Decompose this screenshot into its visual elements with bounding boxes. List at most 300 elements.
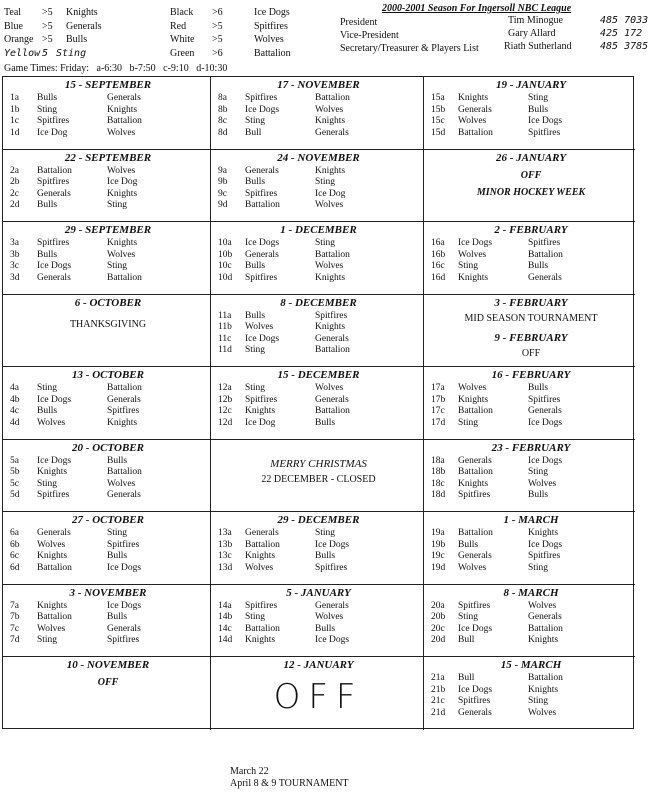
week-cell [424,657,635,730]
game-row [10,612,206,624]
game-id: 11c [218,333,232,344]
game-id: 17d [431,417,446,428]
away-team: Wolves [315,383,344,393]
week-cell [211,657,424,730]
game-id: 6b [10,539,20,550]
home-team: Battalion [37,562,72,573]
home-team: Ice Dogs [37,394,72,405]
game-row [431,105,631,117]
game-row [431,490,631,502]
home-team: Generals [37,528,71,538]
game-row [218,116,419,128]
game-row [218,93,419,105]
week-title: 24 - NOVEMBER [277,151,360,164]
week-title: 8 - DECEMBER [280,296,357,309]
legend-right [170,6,291,60]
game-row [218,238,419,250]
game-row [218,200,419,212]
game-row [431,128,631,140]
game-row [10,250,206,262]
game-row [218,383,419,395]
game-id: 14b [218,612,233,622]
week-cell [211,440,424,513]
game-id: 8c [218,116,227,126]
game-id: 20b [431,612,446,622]
week-note: MID SEASON TOURNAMENT [464,312,598,324]
game-id: 15b [431,104,446,115]
game-id: 5b [10,467,20,477]
away-team: Wolves [107,249,136,260]
home-team: Ice Dog [37,127,68,138]
week-title: 22 - SEPTEMBER [64,151,152,164]
away-team: Bulls [528,104,549,115]
officer-roles [340,16,479,55]
home-team: Spitfires [458,600,491,611]
home-team: Sting [37,104,58,115]
handwritten-off: OFF [273,677,364,717]
schedule-grid [2,76,634,729]
game-id: 13d [218,562,233,573]
game-id: 2a [10,165,19,176]
away-team: Generals [315,333,349,344]
week-title: 5 - JANUARY [286,586,351,599]
home-team: Sting [458,612,479,622]
week-title: 15 - MARCH [500,659,562,671]
away-team: Generals [315,394,349,405]
season-title: 2000-2001 Season For Ingersoll NBC League [382,3,572,14]
game-id: 20d [431,635,446,645]
home-team: Bulls [458,539,479,550]
week-cell [424,295,635,368]
game-id: 19b [431,539,446,550]
game-id: 17c [431,406,445,416]
home-team: Ice Dogs [245,104,280,115]
home-team: Ice Dogs [245,238,280,248]
game-id: 2b [10,177,20,187]
game-row [218,418,419,430]
away-team: Battalion [107,272,142,283]
game-row [218,406,419,418]
game-row [218,528,419,540]
game-id: 7d [10,635,20,645]
away-team: Sting [528,562,549,573]
away-team: Generals [528,272,562,283]
game-id: 2d [10,200,20,210]
game-row [218,551,419,563]
game-row [10,563,206,575]
week-cell [424,585,635,658]
away-team: Battalion [528,673,563,683]
away-team: Bulls [528,383,549,393]
away-team: Sting [107,528,128,538]
game-row [10,395,206,407]
home-team: Battalion [37,165,72,176]
game-row [10,166,206,178]
home-team: Bull [458,635,475,645]
game-id: 6a [10,528,19,538]
game-id: 20c [431,623,445,634]
away-team: Ice Dogs [315,635,350,645]
game-id: 12a [218,383,232,393]
game-id: 21c [431,696,445,706]
away-team: Ice Dogs [528,417,563,428]
game-row [218,601,419,613]
legend-row-yellow: Yellow 5 Sting [4,47,87,59]
game-id: 4c [10,406,19,416]
role-secretary: Secretary/Treasurer & Players List [340,43,479,54]
game-row [218,345,419,357]
away-team: Wolves [107,478,136,489]
game-row [218,334,419,346]
week-title: 8 - MARCH [503,586,559,599]
game-row [431,479,631,491]
game-id: 19a [431,528,445,538]
away-team: Wolves [107,165,136,176]
game-times: Game Times: Friday: a-6:30 b-7:50 c-9:10 d-10:30 [4,63,228,74]
game-id: 7b [10,612,20,622]
game-row [10,93,206,105]
week-title: 29 - DECEMBER [277,514,360,526]
game-id: 7a [10,600,19,611]
home-team: Bulls [37,406,58,416]
away-team: Bulls [315,417,336,428]
role-vice-president: Vice-President [340,30,399,41]
week-cell [211,512,424,585]
away-team: Sting [315,238,336,248]
week-cell [424,367,635,440]
game-row [431,250,631,262]
home-team: Ice Dog [245,417,276,428]
game-id: 18c [431,478,445,489]
away-team: Ice Dogs [528,116,563,126]
footer-line-1: March 22 [230,766,269,777]
away-team: Battalion [315,249,350,260]
week-title: 26 - JANUARY [495,151,567,164]
away-team: Ice Dogs [107,562,142,573]
game-row [10,406,206,418]
game-id: 12c [218,406,232,416]
week-cell [3,440,211,513]
home-team: Spitfires [245,600,278,611]
game-row [10,238,206,250]
away-team: Bulls [315,551,336,561]
home-team: Bulls [245,261,266,271]
game-row [431,685,631,697]
home-team: Spitfires [458,490,491,500]
home-team: Knights [458,478,489,489]
away-team: Ice Dog [107,177,138,187]
week-cell [211,150,424,223]
week-title: 16 - FEBRUARY [491,369,571,381]
game-row [431,406,631,418]
home-team: Wolves [37,539,66,550]
home-team: Wolves [458,116,487,126]
game-id: 12b [218,394,233,405]
away-team: Bulls [528,261,549,271]
game-id: 14d [218,635,233,645]
week-cell [211,367,424,440]
away-team: Sting [107,261,128,271]
game-id: 9c [218,188,227,199]
week-title: 1 - MARCH [503,514,559,526]
game-id: 1d [10,127,20,138]
game-id: 4a [10,383,19,393]
week-title: 13 - OCTOBER [72,369,144,381]
away-team: Battalion [315,345,350,355]
home-team: Battalion [245,539,280,550]
game-id: 17a [431,383,445,393]
away-team: Wolves [528,478,557,489]
week-title: MERRY CHRISTMAS [270,457,367,470]
away-team: Generals [315,127,349,138]
game-row [10,528,206,540]
home-team: Ice Dogs [37,455,72,466]
legend-row-orange: Orange >5 Bulls [4,34,88,45]
home-team: Wolves [245,562,274,573]
game-row [10,635,206,647]
game-row [431,528,631,540]
game-row [431,708,631,720]
away-team: Sting [315,177,336,187]
game-row [10,540,206,552]
home-team: Bulls [245,177,266,187]
home-team: Knights [37,600,68,611]
game-id: 16d [431,272,446,283]
legend-left [4,6,102,60]
week-title: 3 - FEBRUARY [494,296,568,309]
home-team: Knights [245,551,276,561]
game-row [218,612,419,624]
game-row [431,612,631,624]
game-row [431,696,631,708]
away-team: Wolves [315,104,344,115]
game-id: 5c [10,478,19,489]
game-row [218,540,419,552]
away-team: Ice Dogs [107,600,142,611]
week-title: 17 - NOVEMBER [277,79,360,91]
game-row [431,563,631,575]
home-team: Generals [458,104,492,115]
away-team: Battalion [107,116,142,126]
game-id: 9a [218,165,227,176]
game-row [431,418,631,430]
week-note: THANKSGIVING [69,318,147,330]
game-row [10,128,206,140]
game-id: 16b [431,249,446,260]
home-team: Generals [458,707,492,718]
game-id: 14c [218,623,232,634]
away-team: Wolves [315,261,344,271]
away-team: Sting [528,93,549,103]
week-cell [3,295,211,368]
home-team: Bulls [37,93,58,103]
game-row [218,322,419,334]
game-row [10,383,206,395]
away-team: Bulls [315,623,336,634]
game-id: 12d [218,417,233,428]
home-team: Bulls [245,310,266,321]
week-title: 27 - OCTOBER [72,514,144,526]
home-team: Wolves [37,623,66,634]
game-row [10,551,206,563]
game-id: 3a [10,238,19,248]
week-cell [3,657,211,730]
away-team: Generals [107,93,141,103]
game-id: 21d [431,707,446,718]
game-row [10,200,206,212]
home-team: Battalion [245,623,280,634]
home-team: Knights [458,272,489,283]
home-team: Ice Dogs [458,238,493,248]
game-row [10,467,206,479]
game-id: 14a [218,600,232,611]
home-team: Knights [37,551,68,561]
game-id: 17b [431,394,446,405]
game-row [10,177,206,189]
game-id: 21b [431,684,446,695]
game-id: 18b [431,467,446,477]
game-row [431,673,631,685]
legend-row-blue: Blue >5 Generals [4,20,102,32]
week-cell [3,585,211,658]
home-team: Ice Dogs [458,684,493,695]
home-team: Spitfires [458,696,491,706]
week-title: 6 - OCTOBER [74,296,142,309]
week-title: 29 - SEPTEMBER [64,224,152,236]
away-team: Sting [315,528,336,538]
home-team: Ice Dogs [458,623,493,634]
role-president: President [340,17,378,28]
game-id: 13a [218,528,232,538]
away-team: Wolves [528,707,557,718]
game-row [218,635,419,647]
week-cell [3,77,211,150]
away-team: Generals [107,490,141,500]
home-team: Generals [37,188,71,199]
home-team: Sting [458,417,479,428]
game-row [10,479,206,491]
home-team: Sting [37,383,58,393]
away-team: Spitfires [107,539,140,550]
game-row [218,189,419,201]
week-cell [424,512,635,585]
home-team: Battalion [458,127,493,138]
game-id: 20a [431,600,445,611]
away-team: Sting [528,467,549,477]
week-title: 23 - FEBRUARY [491,441,571,454]
home-team: Wolves [458,249,487,260]
week-cell [3,512,211,585]
game-id: 18d [431,490,446,500]
game-row [218,563,419,575]
away-team: Bulls [107,612,128,622]
game-id: 16a [431,238,445,248]
game-id: 1b [10,104,20,115]
away-team: Wolves [107,127,136,138]
week-cell [3,222,211,295]
game-id: 9d [218,200,228,210]
game-row [218,166,419,178]
name-vice-president: Gary Allard 425 172 [508,28,643,39]
game-id: 15c [431,116,445,126]
away-team: Wolves [315,200,344,210]
away-team: Battalion [107,383,142,393]
game-row [218,273,419,285]
game-id: 15a [431,93,445,103]
week-title: 1 - DECEMBER [280,224,357,236]
game-row [431,601,631,613]
game-id: 3d [10,272,20,283]
name-president: Tim Minogue 485 7033 [508,15,649,26]
away-team: Knights [528,635,559,645]
game-row [218,250,419,262]
home-team: Battalion [458,406,493,416]
week-cell [3,150,211,223]
away-team: Spitfires [528,394,561,405]
away-team: Generals [107,394,141,405]
game-row [10,261,206,273]
away-team: Ice Dog [315,188,346,199]
week-title: 15 - DECEMBER [277,369,360,381]
game-id: 15d [431,127,446,138]
away-team: Spitfires [315,310,348,321]
week-title: 20 - OCTOBER [72,441,144,454]
game-row [218,105,419,117]
footer-line-2: April 8 & 9 TOURNAMENT [230,778,349,789]
game-id: 8d [218,127,228,138]
home-team: Generals [458,551,492,561]
home-team: Generals [245,165,279,176]
game-row [10,418,206,430]
week-note: OFF [97,677,119,688]
away-team: Sting [528,696,549,706]
game-id: 13c [218,551,232,561]
week-cell [211,295,424,368]
game-row [10,624,206,636]
home-team: Generals [37,272,71,283]
home-team: Wolves [37,417,66,428]
game-id: 4b [10,394,20,405]
game-id: 8a [218,93,227,103]
week-title: 19 - JANUARY [495,79,567,91]
home-team: Spitfires [245,188,278,199]
home-team: Sting [458,261,479,271]
away-team: Generals [528,406,562,416]
game-row [431,116,631,128]
home-team: Sting [245,116,266,126]
game-row [10,490,206,502]
away-team: Knights [315,322,346,332]
game-row [431,93,631,105]
game-row [10,601,206,613]
away-team: Wolves [528,600,557,611]
game-id: 8b [218,104,228,115]
away-team: Battalion [107,467,142,477]
officer-names [504,14,649,53]
week-cell [424,77,635,150]
game-id: 19d [431,562,446,573]
week-cell [424,440,635,513]
game-row [431,395,631,407]
game-id: 3c [10,261,19,271]
week-cell [211,77,424,150]
name-secretary: Riath Sutherland 485 3785 [504,41,649,52]
home-team: Knights [245,635,276,645]
game-row [218,624,419,636]
legend-row-white: White >5 Wolves [170,34,284,45]
away-team: Spitfires [315,562,348,573]
week-title: 12 - JANUARY [283,659,354,671]
